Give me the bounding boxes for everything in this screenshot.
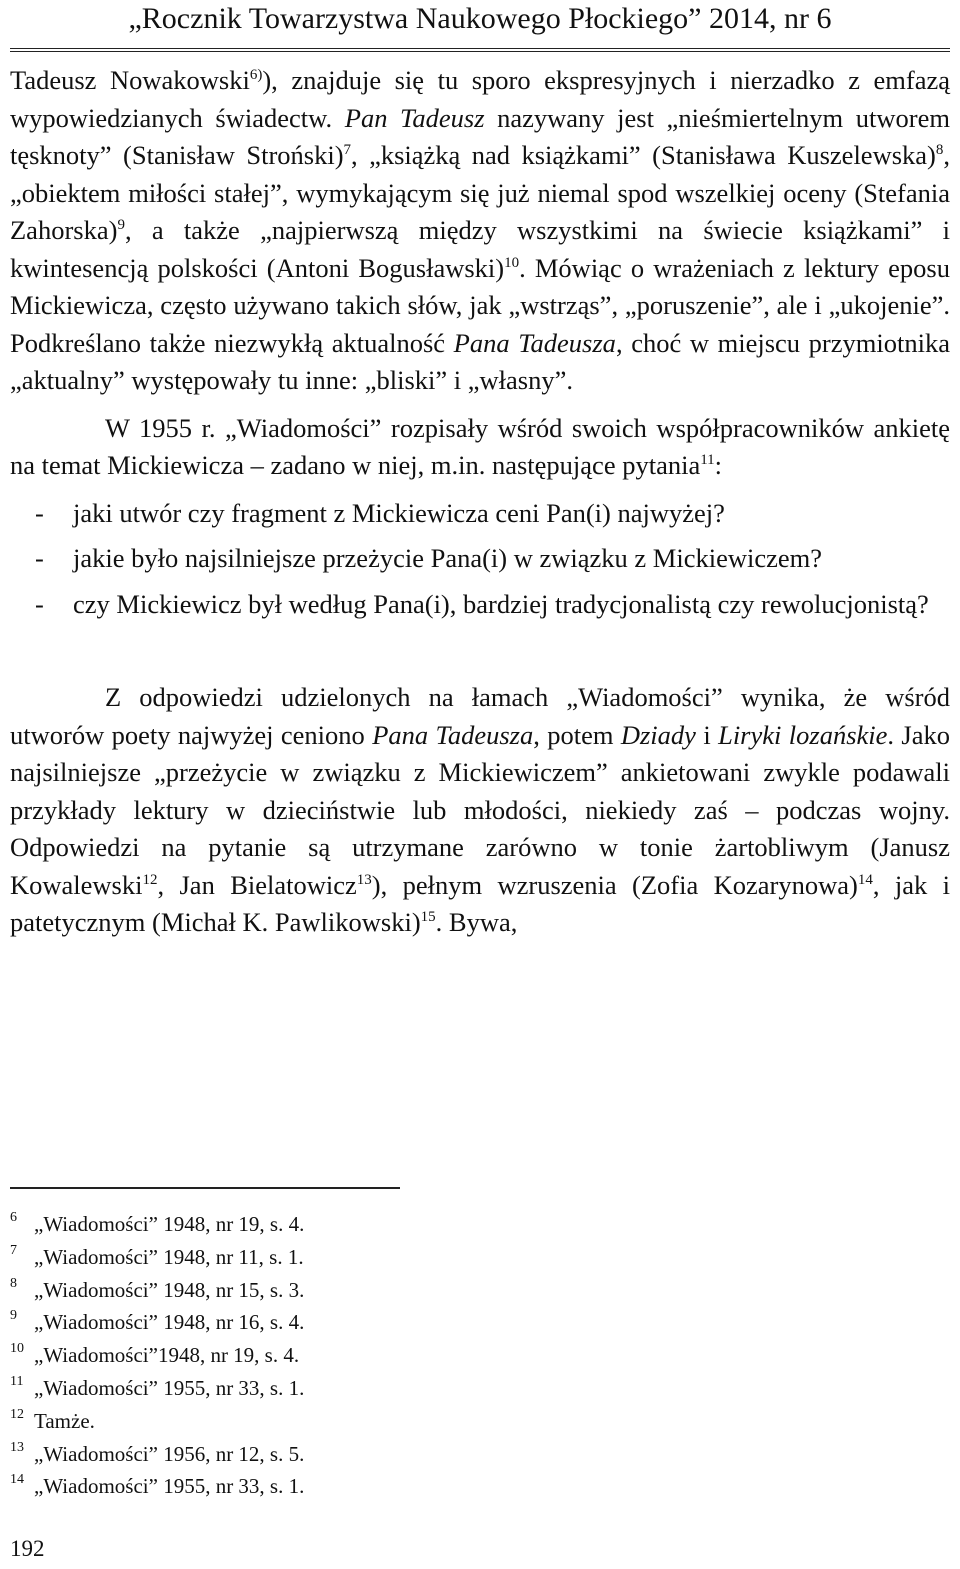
text-run: . Bywa, bbox=[435, 907, 518, 937]
text-run: . Jako najsilniejsze „przeżycie w związku z Mickiewiczem” ankietowani zwykle podawali przykłady lektury w dzieciństwie lub młodości, niekiedy zaś – podczas wojny. Odpowiedzi na pytanie są utrzymane zarówno w tonie żartobliwym (Janusz Kowalewski bbox=[10, 719, 950, 900]
footnote bbox=[10, 1274, 304, 1307]
text-run: W 1955 r. „Wiadomości” rozpisały wśród swoich współpracowników ankietę na temat Mickiewicza – zadano w niej, m.in. następujące pytania bbox=[10, 412, 950, 480]
question-item bbox=[10, 540, 950, 578]
footnote-number: 6 bbox=[10, 1210, 17, 1225]
text-run: , jak i patetycznym (Michał K. Pawlikowski) bbox=[10, 869, 950, 937]
main-text bbox=[10, 62, 950, 942]
footnote-text: „Wiadomości” 1955, nr 33, s. 1. bbox=[34, 1474, 305, 1499]
running-header: „Rocznik Towarzystwa Naukowego Płockiego” 2014, nr 6 bbox=[128, 2, 832, 35]
list-dash: - bbox=[35, 497, 44, 528]
footnote-number: 11 bbox=[10, 1373, 24, 1389]
text-run: ), pełnym wzruszenia (Zofia Kozarynowa) bbox=[371, 869, 858, 900]
text-run: , a także „najpierwszą między wszystkimi na świecie książkami” i kwintesencją polskości (Antoni Bogusławski) bbox=[10, 215, 950, 283]
footnote-ref-6[interactable]: 6) bbox=[249, 67, 263, 84]
footnote-number: 8 bbox=[10, 1275, 17, 1291]
footnote-ref-11[interactable]: 11 bbox=[700, 452, 715, 469]
list-dash: - bbox=[35, 543, 44, 573]
footnote-text: Tamże. bbox=[34, 1408, 95, 1433]
text-run: , choć w miejscu przymiotnika „aktualny” występowały tu inne: „bliski” i „własny”. bbox=[10, 327, 950, 395]
footnote-ref-7[interactable]: 7 bbox=[343, 142, 352, 159]
question-text: jakie było najsilniejsze przeżycie Pana(i) w związku z Mickiewiczem? bbox=[73, 543, 823, 573]
paragraph-3 bbox=[10, 679, 950, 942]
text-run: , potem bbox=[533, 719, 621, 750]
text-run: ), znajduje się tu sporo ekspresyjnych i nierzadko z emfazą wypowiedzianych świadectw. bbox=[10, 65, 950, 133]
spacer bbox=[10, 400, 950, 410]
footnote bbox=[10, 1241, 304, 1274]
footnote-ref-8[interactable]: 8 bbox=[935, 142, 944, 159]
text-run: Z odpowiedzi udzielonych na łamach „Wiadomości” wynika, że wśród utworów poety najwyżej ceniono bbox=[10, 682, 950, 750]
text-run: , „książką nad książkami” (Stanisława Kuszelewska) bbox=[351, 140, 936, 170]
footnote bbox=[10, 1339, 304, 1372]
footnote-ref-14[interactable]: 14 bbox=[857, 871, 873, 888]
text-run: nazywany jest „nieśmiertelnym utworem tęsknoty” (Stanisław Stroński) bbox=[10, 102, 950, 170]
question-item bbox=[10, 586, 950, 624]
footnote-ref-13[interactable]: 13 bbox=[356, 871, 372, 888]
footnote-separator bbox=[10, 1187, 400, 1189]
paragraph-2 bbox=[10, 410, 950, 485]
text-run: Tadeusz Nowakowski bbox=[10, 65, 250, 95]
footnote-text: „Wiadomości” 1948, nr 15, s. 3. bbox=[34, 1277, 305, 1302]
header-double-rule bbox=[10, 48, 950, 52]
footnote-text: „Wiadomości” 1948, nr 16, s. 4. bbox=[34, 1310, 305, 1335]
spacer bbox=[10, 485, 950, 495]
italic-title: Pan Tadeusz bbox=[344, 102, 485, 133]
footnote bbox=[10, 1208, 304, 1241]
text-run: : bbox=[714, 450, 723, 480]
text-run: . Mówiąc o wrażeniach z lektury eposu Mickiewicza, często używano takich słów, jak „wstrząs”, „poruszenie”, ale i „ukojenie”. Podkreślano także niezwykłą aktualność bbox=[10, 252, 950, 358]
list-dash: - bbox=[35, 588, 44, 619]
text-run: i bbox=[695, 719, 719, 750]
footnote bbox=[10, 1438, 304, 1471]
question-text: jaki utwór czy fragment z Mickiewicza ceni Pan(i) najwyżej? bbox=[73, 497, 725, 528]
footnote bbox=[10, 1470, 304, 1503]
footnote bbox=[10, 1372, 304, 1405]
footnote-text: „Wiadomości”1948, nr 19, s. 4. bbox=[34, 1343, 300, 1368]
footnote bbox=[10, 1306, 304, 1339]
footnote-text: „Wiadomości” 1948, nr 19, s. 4. bbox=[34, 1212, 305, 1236]
italic-title: Pana Tadeusza bbox=[372, 719, 534, 750]
page-number: 192 bbox=[10, 1536, 45, 1561]
question-text: czy Mickiewicz był według Pana(i), bardziej tradycjonalistą czy rewolucjonistą? bbox=[73, 588, 929, 619]
text-run: , „obiektem miłości stałej”, wymykającym się już niemal spod wszelkiej oceny (Stefania Zahorska) bbox=[10, 140, 950, 245]
footnote-text: „Wiadomości” 1955, nr 33, s. 1. bbox=[34, 1375, 305, 1400]
footnote-text: „Wiadomości” 1956, nr 12, s. 5. bbox=[34, 1441, 305, 1466]
footnote-number: 7 bbox=[10, 1242, 17, 1258]
footnote-ref-15[interactable]: 15 bbox=[420, 909, 436, 926]
footnotes bbox=[10, 1208, 304, 1503]
question-item bbox=[10, 495, 950, 533]
italic-title: Dziady bbox=[620, 719, 696, 750]
paragraph-1 bbox=[10, 62, 950, 400]
footnote-number: 9 bbox=[10, 1308, 17, 1324]
footnote-ref-12[interactable]: 12 bbox=[142, 871, 158, 888]
italic-title: Liryki lozańskie bbox=[718, 719, 888, 750]
footnote-ref-9[interactable]: 9 bbox=[117, 217, 125, 234]
italic-title: Pana Tadeusza bbox=[453, 327, 616, 358]
footnote-number: 14 bbox=[10, 1472, 24, 1488]
text-run: , Jan Bielatowicz bbox=[157, 869, 357, 900]
footnote-number: 13 bbox=[10, 1439, 24, 1455]
spacer bbox=[10, 623, 950, 679]
footnote bbox=[10, 1405, 304, 1438]
footnote-number: 10 bbox=[10, 1341, 24, 1357]
footnote-number: 12 bbox=[10, 1406, 24, 1422]
footnote-ref-10[interactable]: 10 bbox=[504, 254, 520, 271]
footnote-text: „Wiadomości” 1948, nr 11, s. 1. bbox=[34, 1244, 304, 1269]
